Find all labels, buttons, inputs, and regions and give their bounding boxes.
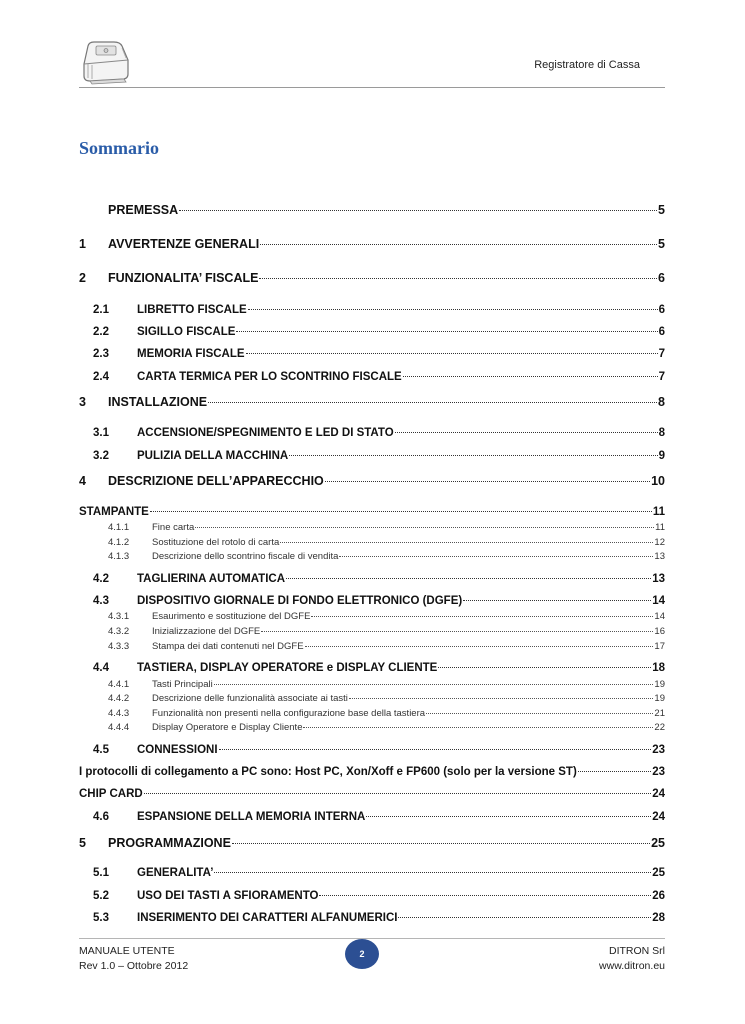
page-title: Sommario xyxy=(79,138,159,158)
toc-entry-number: 5.2 xyxy=(93,890,109,902)
toc-entry-page: 5 xyxy=(658,203,665,217)
toc-entry[interactable] xyxy=(79,522,665,533)
toc-entry-title: PULIZIA DELLA MACCHINA xyxy=(137,450,289,462)
toc-entry-title: DESCRIZIONE DELL’APPARECCHIO xyxy=(108,474,324,488)
toc-dot-leader xyxy=(260,244,657,245)
toc-entry-title: PREMESSA xyxy=(108,203,179,217)
toc-entry-number: 3.1 xyxy=(93,427,109,439)
toc-dot-leader xyxy=(261,631,653,632)
toc-dot-leader xyxy=(246,353,658,354)
toc-dot-leader xyxy=(248,309,658,310)
toc-entry-page: 24 xyxy=(652,788,665,800)
toc-entry-title: GENERALITA’ xyxy=(137,867,214,879)
footer-right xyxy=(599,944,665,974)
toc-entry[interactable] xyxy=(79,788,665,800)
toc-dot-leader xyxy=(463,600,651,601)
toc-dot-leader xyxy=(219,749,652,750)
toc-entry-title: LIBRETTO FISCALE xyxy=(137,304,247,316)
toc-entry-title: ESPANSIONE DELLA MEMORIA INTERNA xyxy=(137,811,366,823)
toc-entry-number: 5.3 xyxy=(93,912,109,924)
toc-entry-number: 4.1.2 xyxy=(108,537,130,548)
toc-dot-leader xyxy=(289,455,657,456)
toc-entry-page: 25 xyxy=(652,867,665,879)
toc-entry-title: CARTA TERMICA PER LO SCONTRINO FISCALE xyxy=(137,371,402,383)
toc-dot-leader xyxy=(349,698,654,699)
toc-entry-number: 4.6 xyxy=(93,811,109,823)
toc-entry-title: TAGLIERINA AUTOMATICA xyxy=(137,573,285,585)
toc-entry[interactable] xyxy=(79,836,665,850)
toc-entry-title: CONNESSIONI xyxy=(137,744,218,756)
toc-entry[interactable] xyxy=(79,506,665,518)
toc-entry-page: 25 xyxy=(651,836,665,850)
toc-entry[interactable] xyxy=(79,912,665,924)
toc-entry-title: USO DEI TASTI A SFIORAMENTO xyxy=(137,890,319,902)
toc-entry-title: Funzionalità non presenti nella configurazione base della tastiera xyxy=(152,708,426,719)
toc-entry-title: FUNZIONALITA’ FISCALE xyxy=(108,271,259,285)
footer-manual-label: MANUALE UTENTE xyxy=(79,945,175,957)
toc-entry[interactable] xyxy=(79,867,665,879)
toc-entry-page: 17 xyxy=(654,641,665,652)
toc-entry-number: 4 xyxy=(79,474,86,488)
toc-entry-title: Inizializzazione del DGFE xyxy=(152,626,261,637)
toc-entry-page: 19 xyxy=(654,679,665,690)
toc-dot-leader xyxy=(395,432,658,433)
toc-entry[interactable] xyxy=(79,326,665,338)
toc-dot-leader xyxy=(150,511,652,512)
toc-entry-title: MEMORIA FISCALE xyxy=(137,348,245,360)
toc-entry-number: 4.1.3 xyxy=(108,551,130,562)
footer-revision: Rev 1.0 – Ottobre 2012 xyxy=(79,960,189,972)
toc-entry-page: 7 xyxy=(658,348,665,360)
toc-entry-page: 26 xyxy=(652,890,665,902)
toc-entry[interactable] xyxy=(79,641,665,652)
toc-dot-leader xyxy=(286,578,651,579)
header-divider xyxy=(79,87,665,88)
toc-entry-page: 18 xyxy=(652,662,665,674)
toc-entry[interactable] xyxy=(79,708,665,719)
toc-entry-number: 4.4.2 xyxy=(108,693,130,704)
toc-entry-number: 5 xyxy=(79,836,86,850)
toc-dot-leader xyxy=(438,667,651,668)
toc-entry-number: 2.3 xyxy=(93,348,109,360)
toc-entry-page: 6 xyxy=(658,304,665,316)
toc-entry-number: 4.4.4 xyxy=(108,722,130,733)
toc-entry-page: 10 xyxy=(651,474,665,488)
toc-entry-title: Tasti Principali xyxy=(152,679,213,690)
toc-entry-number: 4.4.3 xyxy=(108,708,130,719)
toc-entry-title: Fine carta xyxy=(152,522,195,533)
toc-entry-page: 11 xyxy=(655,522,665,533)
toc-dot-leader xyxy=(208,402,657,403)
toc-entry-title: SIGILLO FISCALE xyxy=(137,326,236,338)
toc-dot-leader xyxy=(214,872,651,873)
toc-entry-number: 4.3.3 xyxy=(108,641,130,652)
toc-entry[interactable] xyxy=(79,237,665,251)
toc-entry[interactable] xyxy=(79,304,665,316)
toc-entry-title: Descrizione delle funzionalità associate ai tasti xyxy=(152,693,348,704)
toc-entry-page: 11 xyxy=(652,506,665,518)
toc-dot-leader xyxy=(303,727,653,728)
toc-entry[interactable] xyxy=(79,203,665,217)
toc-dot-leader xyxy=(280,542,653,543)
toc-entry-number: 2 xyxy=(79,271,86,285)
toc-entry-title: Esaurimento e sostituzione del DGFE xyxy=(152,611,311,622)
toc-entry-page: 13 xyxy=(654,551,665,562)
toc-entry-title: ACCENSIONE/SPEGNIMENTO E LED DI STATO xyxy=(137,427,394,439)
toc-entry-title: I protocolli di collegamento a PC sono: Host PC, Xon/Xoff e FP600 (solo per la versione ST) xyxy=(79,766,577,778)
toc-entry-number: 4.2 xyxy=(93,573,109,585)
toc-entry-page: 13 xyxy=(652,573,665,585)
toc-entry-page: 21 xyxy=(654,708,665,719)
toc-entry[interactable] xyxy=(79,722,665,733)
toc-entry-title: Descrizione dello scontrino fiscale di vendita xyxy=(152,551,339,562)
toc-dot-leader xyxy=(339,556,653,557)
toc-entry-number: 1 xyxy=(79,237,86,251)
toc-entry-number: 3.2 xyxy=(93,450,109,462)
toc-entry[interactable] xyxy=(79,551,665,562)
toc-entry[interactable] xyxy=(79,395,665,409)
toc-entry-page: 5 xyxy=(658,237,665,251)
toc-entry[interactable] xyxy=(79,766,665,778)
toc-entry[interactable] xyxy=(79,679,665,690)
toc-dot-leader xyxy=(144,793,652,794)
toc-entry-title: TASTIERA, DISPLAY OPERATORE e DISPLAY CLIENTE xyxy=(137,662,438,674)
toc-dot-leader xyxy=(179,210,657,211)
toc-entry-page: 23 xyxy=(652,766,665,778)
toc-entry[interactable] xyxy=(79,744,665,756)
toc-entry-number: 3 xyxy=(79,395,86,409)
cash-register-icon xyxy=(78,34,134,88)
toc-dot-leader xyxy=(214,684,654,685)
toc-entry-title: CHIP CARD xyxy=(79,788,143,800)
toc-entry-title: INSTALLAZIONE xyxy=(108,395,208,409)
toc-entry-number: 4.3.2 xyxy=(108,626,130,637)
toc-entry-title: Sostituzione del rotolo di carta xyxy=(152,537,280,548)
toc-entry-page: 12 xyxy=(654,537,665,548)
toc-entry[interactable] xyxy=(79,693,665,704)
toc-entry-title: PROGRAMMAZIONE xyxy=(108,836,231,850)
toc-entry[interactable] xyxy=(79,371,665,383)
toc-entry[interactable] xyxy=(79,595,665,607)
toc-entry-title: INSERIMENTO DEI CARATTERI ALFANUMERICI xyxy=(137,912,398,924)
toc-entry[interactable] xyxy=(79,573,665,585)
toc-entry-title: Stampa dei dati contenuti nel DGFE xyxy=(152,641,304,652)
toc-entry-number: 2.1 xyxy=(93,304,109,316)
toc-dot-leader xyxy=(232,843,650,844)
toc-entry-number: 4.4.1 xyxy=(108,679,130,690)
toc-entry-number: 4.5 xyxy=(93,744,109,756)
header-title: Registratore di Cassa xyxy=(534,59,640,71)
toc-entry-title: DISPOSITIVO GIORNALE DI FONDO ELETTRONICO (DGFE) xyxy=(137,595,463,607)
toc-entry-page: 19 xyxy=(654,693,665,704)
toc-entry-page: 14 xyxy=(654,611,665,622)
toc-entry-page: 6 xyxy=(658,271,665,285)
toc-entry[interactable] xyxy=(79,348,665,360)
toc-entry-number: 5.1 xyxy=(93,867,109,879)
toc-entry[interactable] xyxy=(79,662,665,674)
toc-dot-leader xyxy=(366,816,651,817)
toc-dot-leader xyxy=(426,713,653,714)
toc-dot-leader xyxy=(305,646,654,647)
toc-entry-page: 7 xyxy=(658,371,665,383)
toc-entry-page: 9 xyxy=(658,450,665,462)
toc-entry[interactable] xyxy=(79,611,665,622)
toc-dot-leader xyxy=(403,376,658,377)
toc-dot-leader xyxy=(195,527,654,528)
toc-entry-title: STAMPANTE xyxy=(79,506,149,518)
toc-entry-number: 4.3 xyxy=(93,595,109,607)
toc-dot-leader xyxy=(236,331,657,332)
toc-entry-title: Display Operatore e Display Cliente xyxy=(152,722,303,733)
toc-entry[interactable] xyxy=(79,626,665,637)
toc-entry[interactable] xyxy=(79,890,665,902)
footer-company: DITRON Srl xyxy=(609,945,665,957)
toc-entry-page: 28 xyxy=(652,912,665,924)
toc-entry-page: 14 xyxy=(652,595,665,607)
toc-dot-leader xyxy=(398,917,651,918)
toc-dot-leader xyxy=(319,895,651,896)
toc-entry-page: 8 xyxy=(658,427,665,439)
toc-dot-leader xyxy=(578,771,651,772)
toc-entry-page: 6 xyxy=(658,326,665,338)
toc-entry[interactable] xyxy=(79,427,665,439)
toc-entry[interactable] xyxy=(79,450,665,462)
toc-entry-number: 4.1.1 xyxy=(108,522,130,533)
footer-website: www.ditron.eu xyxy=(599,960,665,972)
toc-dot-leader xyxy=(311,616,653,617)
toc-entry-page: 16 xyxy=(654,626,665,637)
toc-dot-leader xyxy=(325,481,650,482)
toc-entry[interactable] xyxy=(79,537,665,548)
toc-entry-number: 2.4 xyxy=(93,371,109,383)
toc-entry-number: 2.2 xyxy=(93,326,109,338)
page-number-badge: 2 xyxy=(345,939,379,969)
toc-entry-page: 8 xyxy=(658,395,665,409)
toc-dot-leader xyxy=(259,278,657,279)
toc-entry-number: 4.3.1 xyxy=(108,611,130,622)
toc-entry-page: 22 xyxy=(654,722,665,733)
footer-left xyxy=(79,944,188,974)
toc-entry-title: AVVERTENZE GENERALI xyxy=(108,237,260,251)
toc-entry-page: 24 xyxy=(652,811,665,823)
toc-entry-number: 4.4 xyxy=(93,662,109,674)
footer-divider xyxy=(79,938,665,939)
toc-entry[interactable] xyxy=(79,271,665,285)
toc-entry-page: 23 xyxy=(652,744,665,756)
toc-entry[interactable] xyxy=(79,474,665,488)
toc-entry[interactable] xyxy=(79,811,665,823)
